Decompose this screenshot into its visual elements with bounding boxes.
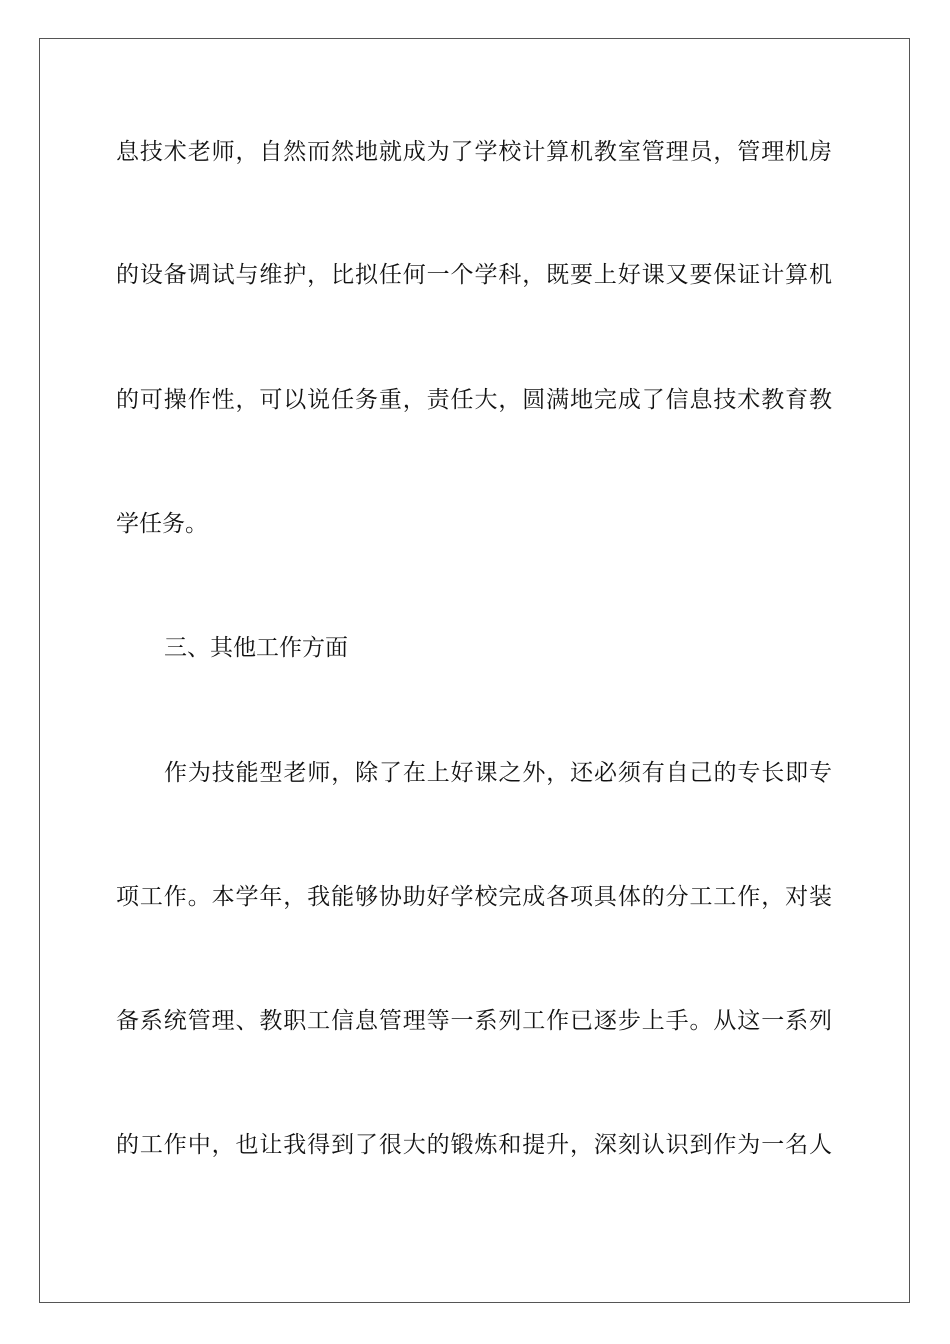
- page-border: [39, 38, 910, 1303]
- body-text-line: 的设备调试与维护，比拟任何一个学科，既要上好课又要保证计算机: [116, 262, 832, 288]
- body-text-line: 息技术老师，自然而然地就成为了学校计算机教室管理员，管理机房: [116, 139, 832, 165]
- body-text-line: 作为技能型老师，除了在上好课之外，还必须有自己的专长即专: [164, 760, 832, 786]
- section-heading: 三、其他工作方面: [164, 635, 348, 661]
- body-text-line: 的工作中，也让我得到了很大的锻炼和提升，深刻认识到作为一名人: [116, 1132, 832, 1158]
- body-text-line: 的可操作性，可以说任务重，责任大，圆满地完成了信息技术教育教: [116, 387, 832, 413]
- body-text-line: 备系统管理、教职工信息管理等一系列工作已逐步上手。从这一系列: [116, 1008, 832, 1034]
- body-text-line: 学任务。: [116, 511, 208, 537]
- body-text-line: 项工作。本学年，我能够协助好学校完成各项具体的分工工作，对装: [116, 884, 832, 910]
